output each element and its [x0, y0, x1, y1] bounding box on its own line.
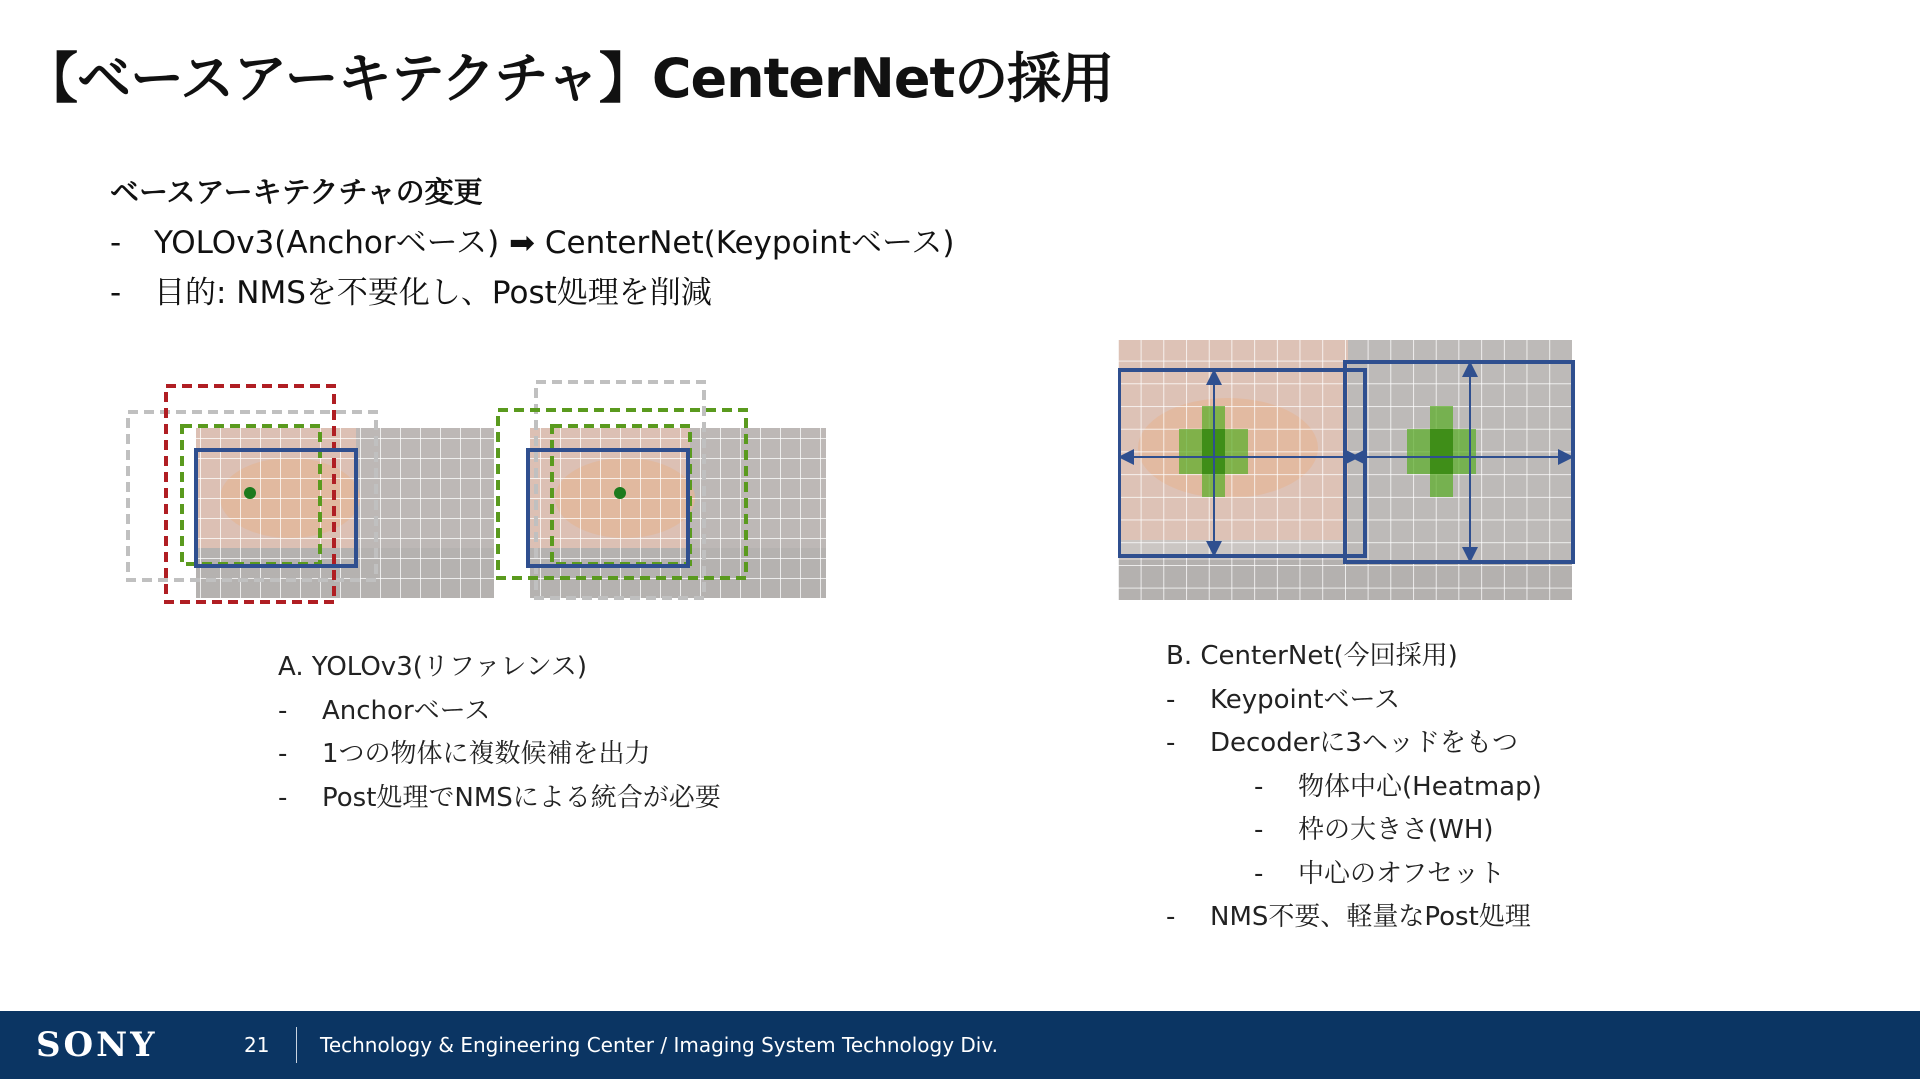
caption-item: [278, 690, 721, 734]
cat-photo-left: [196, 428, 494, 598]
cat-photo-right: [530, 428, 826, 598]
bullet-dash: -: [1166, 728, 1176, 758]
main-bullet-list: [110, 218, 955, 318]
caption-subitem: [1166, 853, 1542, 897]
bullet-dash: -: [278, 782, 288, 813]
caption-item-text: NMS不要、軽量なPost処理: [1210, 902, 1531, 932]
bullet-dash: -: [278, 695, 288, 726]
page-title: 【ベースアーキテクチャ】CenterNetの採用: [24, 47, 1114, 110]
caption-item: [1166, 679, 1542, 723]
bullet-dash: -: [110, 225, 122, 261]
bullet-text: 目的: NMSを不要化し、Post処理を削減: [154, 275, 712, 311]
center-point: [244, 487, 256, 499]
division-name: Technology & Engineering Center / Imaging System Technology Div.: [320, 1033, 999, 1057]
sony-logo: SONY: [36, 1025, 158, 1065]
caption-centernet: [1166, 635, 1542, 940]
caption-item-text: 中心のオフセット: [1298, 858, 1505, 889]
caption-item-text: Keypointベース: [1210, 684, 1401, 715]
bullet-item: [110, 218, 955, 268]
bullet-dash: -: [1166, 902, 1176, 932]
caption-item-text: 枠の大きさ(WH): [1298, 815, 1494, 845]
footer-bar: [0, 1011, 1920, 1079]
footer-divider: [296, 1027, 297, 1063]
caption-item-text: Anchorベース: [322, 695, 491, 726]
caption-heading: A. YOLOv3(リファレンス): [278, 652, 588, 682]
bullet-dash: -: [1254, 858, 1264, 889]
center-point: [614, 487, 626, 499]
caption-subitem: [1166, 766, 1542, 810]
bullet-dash: -: [1254, 815, 1264, 845]
section-subheading: ベースアーキテクチャの変更: [110, 175, 483, 209]
caption-item-text: Decoderに3ヘッドをもつ: [1210, 728, 1518, 758]
caption-item: [1166, 896, 1542, 940]
caption-item-text: 1つの物体に複数候補を出力: [322, 739, 651, 769]
bullet-dash: -: [1166, 684, 1176, 715]
bullet-item: [110, 268, 955, 318]
centernet-figure: [1118, 338, 1580, 604]
yolov3-figure: [120, 378, 840, 608]
caption-yolov3: [278, 646, 721, 820]
caption-item-text: Post処理でNMSによる統合が必要: [322, 782, 721, 813]
page-number: 21: [244, 1033, 270, 1057]
caption-item: [1166, 722, 1542, 766]
bullet-dash: -: [110, 275, 122, 311]
caption-item: [278, 733, 721, 777]
caption-heading: B. CenterNet(今回採用): [1166, 641, 1458, 671]
bullet-dash: -: [1254, 771, 1264, 802]
bullet-text: YOLOv3(Anchorベース) ➡ CenterNet(Keypointベース): [154, 225, 955, 261]
caption-item: [278, 777, 721, 821]
caption-item-text: 物体中心(Heatmap): [1298, 771, 1542, 802]
caption-subitem: [1166, 809, 1542, 853]
bullet-dash: -: [278, 739, 288, 769]
